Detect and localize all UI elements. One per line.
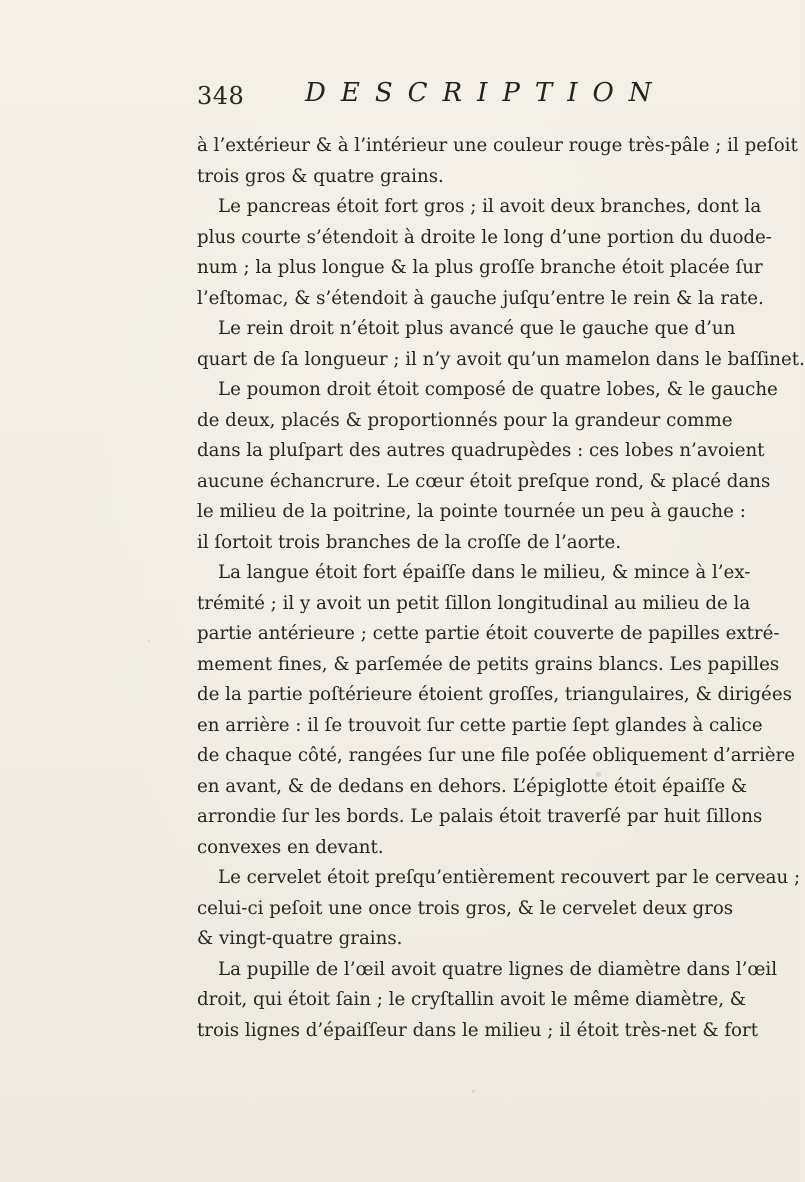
text-line: trémité ; il y avoit un petit ſillon longitudinal au milieu de la [197,592,751,614]
text-line: à l’extérieur & à l’intérieur une couleur rouge très-pâle ; il peſoit [197,135,798,156]
text-line: trois gros & quatre grains. [197,165,444,187]
text-line: arrondie ſur les bords. Le palais étoit traverſé par huit ſillons [197,806,763,827]
text-line: trois lignes d’épaiſſeur dans le milieu ; il étoit très-net & fort [197,1019,759,1041]
text-line: en arrière : il ſe trouvoit ſur cette partie ſept glandes à calice [197,714,763,736]
text-line: partie antérieure ; cette partie étoit couverte de papilles extré- [197,623,780,644]
text-line: de la partie poſtérieure étoient groſſes, triangulaires, & dirigées [197,684,792,705]
text-line: Le rein droit n’étoit plus avancé que le gauche que d’un [218,318,736,339]
text-line: plus courte s’étendoit à droite le long d’une portion du duode- [197,226,772,248]
running-head [197,78,667,122]
paper-speck [148,640,150,642]
text-line: celui-ci peſoit une once trois gros, & le cervelet deux gros [197,897,734,919]
text-line: Le cervelet étoit preſqu’entièrement recouvert par le cerveau ; [218,867,801,888]
text-line: de chaque côté, rangées ſur une file poſée obliquement d’arrière [197,745,796,766]
text-line: num ; la plus longue & la plus groſſe branche étoit placée ſur [197,257,763,278]
text-line: en avant, & de dedans en dehors. L’épiglotte étoit épaiſſe & [197,775,748,797]
text-line: La langue étoit fort épaiſſe dans le milieu, & mince à l’ex- [218,562,751,583]
text-line: aucune échancrure. Le cœur étoit preſque rond, & placé dans [197,470,771,492]
paper-speck [596,772,601,777]
text-line: Le pancreas étoit fort gros ; il avoit deux branches, dont la [218,196,762,217]
body-text [197,131,805,1046]
text-line: La pupille de l’œil avoit quatre lignes de diamètre dans l’œil [218,958,778,980]
text-line: mement fines, & parſemée de petits grains blancs. Les papilles [197,653,780,675]
text-line: & vingt-quatre grains. [197,928,403,949]
page-number: 348 [197,82,245,110]
text-line: droit, qui étoit ſain ; le cryſtallin avoit le même diamètre, & [197,989,746,1010]
page-title: DESCRIPTION [305,78,667,108]
text-line: de deux, placés & proportionnés pour la grandeur comme [197,409,733,431]
text-line: l’eſtomac, & s’étendoit à gauche juſqu’entre le rein & la rate. [197,287,764,309]
text-line: le milieu de la poitrine, la pointe tournée un peu à gauche : [197,501,746,522]
text-line: il ſortoit trois branches de la croſſe de l’aorte. [197,531,622,553]
paper-speck [472,1090,475,1093]
text-line: dans la pluſpart des autres quadrupèdes : ces lobes n’avoient [197,440,765,461]
text-line: convexes en devant. [197,836,384,858]
text-line: quart de ſa longueur ; il n’y avoit qu’un mamelon dans le baſſinet. [197,348,805,370]
text-line: Le poumon droit étoit composé de quatre lobes, & le gauche [218,379,778,400]
